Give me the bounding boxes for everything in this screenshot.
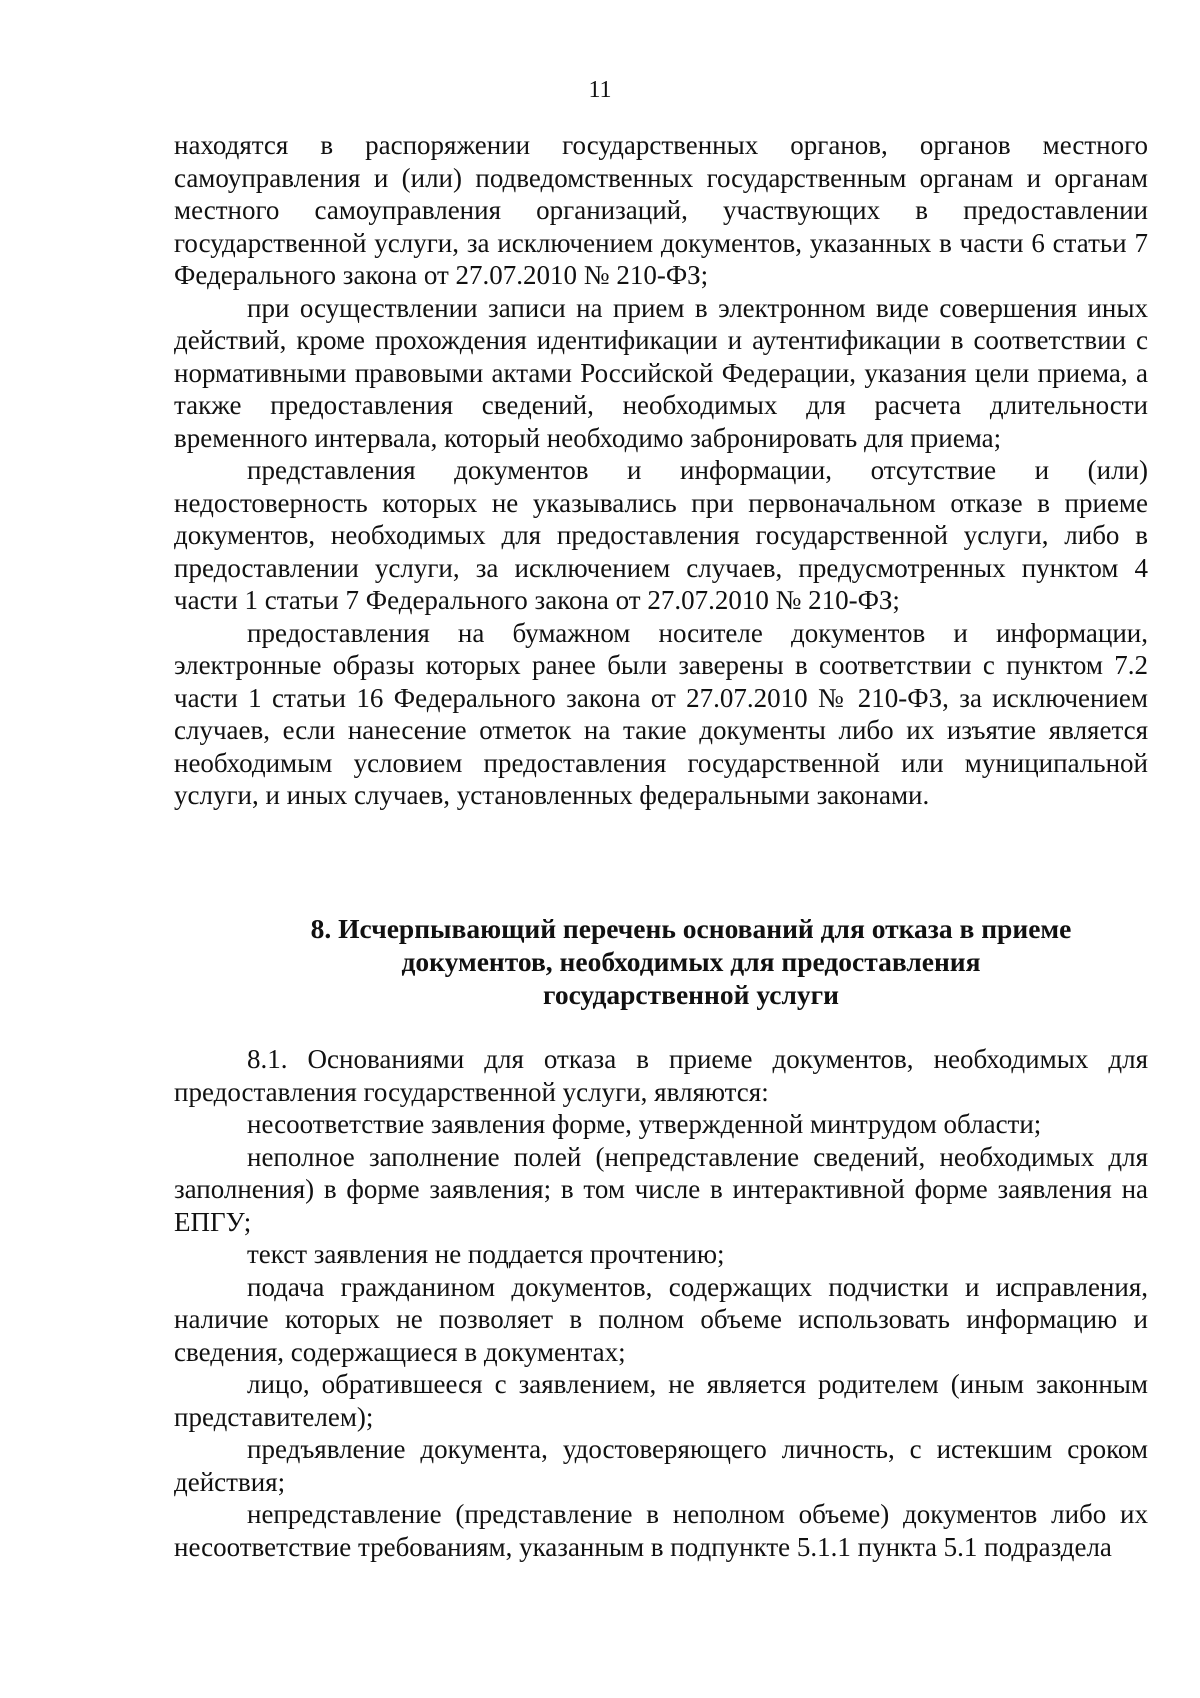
section-heading-line: документов, необходимых для предоставления <box>401 946 981 977</box>
page-number: 11 <box>588 77 612 103</box>
paragraph-paper-documents: предоставления на бумажном носителе документов и информации, электронные образы которых ранее были заверены в соответствии с пунктом 7.2 части 1 статьи 16 Федерального закона от 27.07.2010 № 210-ФЗ, за исключением случаев, если нанесение отметок на такие документы либо их изъятие является необходимым условием предоставления государственной или муниципальной услуги, и иных случаев, установленных федеральными законами. <box>174 617 1148 810</box>
list-item: текст заявления не поддается прочтению; <box>247 1239 725 1269</box>
bottom-text-block <box>174 1043 1148 1563</box>
list-item: неполное заполнение полей (непредставление сведений, необходимых для заполнения) в форме заявления; в том числе в интерактивной форме заявления на ЕПГУ; <box>174 1141 1148 1237</box>
section-heading <box>174 912 1148 1011</box>
top-text-block <box>174 129 1148 812</box>
list-item: предъявление документа, удостоверяющего личность, с истекшим сроком действия; <box>174 1434 1148 1497</box>
list-item: несоответствие заявления форме, утвержденной минтрудом области; <box>247 1109 1042 1139</box>
paragraph-continuation: находятся в распоряжении государственных органов, органов местного самоуправления и (или) подведомственных государственным органам и органам местного самоуправления организаций, участвующих в предоставлении государственной услуги, за исключением документов, указанных в части 6 статьи 7 Федерального закона от 27.07.2010 № 210-ФЗ; <box>174 130 1148 290</box>
paragraph-document-submission: представления документов и информации, отсутствие и (или) недостоверность которых не указывались при первоначальном отказе в приеме документов, необходимых для предоставления государственной услуги, либо в предоставлении услуги, за исключением случаев, предусмотренных пунктом 4 части 1 статьи 7 Федерального закона от 27.07.2010 № 210-ФЗ; <box>174 455 1148 615</box>
list-item: подача гражданином документов, содержащих подчистки и исправления, наличие которых не позволяет в полном объеме использовать информацию и сведения, содержащиеся в документах; <box>174 1271 1148 1367</box>
paragraph-electronic-appointment: при осуществлении записи на прием в электронном виде совершения иных действий, кроме прохождения идентификации и аутентификации в соответствии с нормативными правовыми актами Российской Федерации, указания цели приема, а также предоставления сведений, необходимых для расчета длительности временного интервала, который необходимо забронировать для приема; <box>174 292 1148 453</box>
list-item: лицо, обратившееся с заявлением, не является родителем (иным законным представителем); <box>174 1369 1148 1432</box>
section-heading-line: 8. Исчерпывающий перечень оснований для отказа в приеме <box>310 913 1072 944</box>
list-item: непредставление (представление в неполном объеме) документов либо их несоответствие требованиям, указанным в подпункте 5.1.1 пункта 5.1 подраздела <box>174 1499 1148 1562</box>
section-heading-line: государственной услуги <box>543 979 839 1010</box>
paragraph-grounds-intro: 8.1. Основаниями для отказа в приеме документов, необходимых для предоставления государственной услуги, являются: <box>174 1044 1148 1107</box>
